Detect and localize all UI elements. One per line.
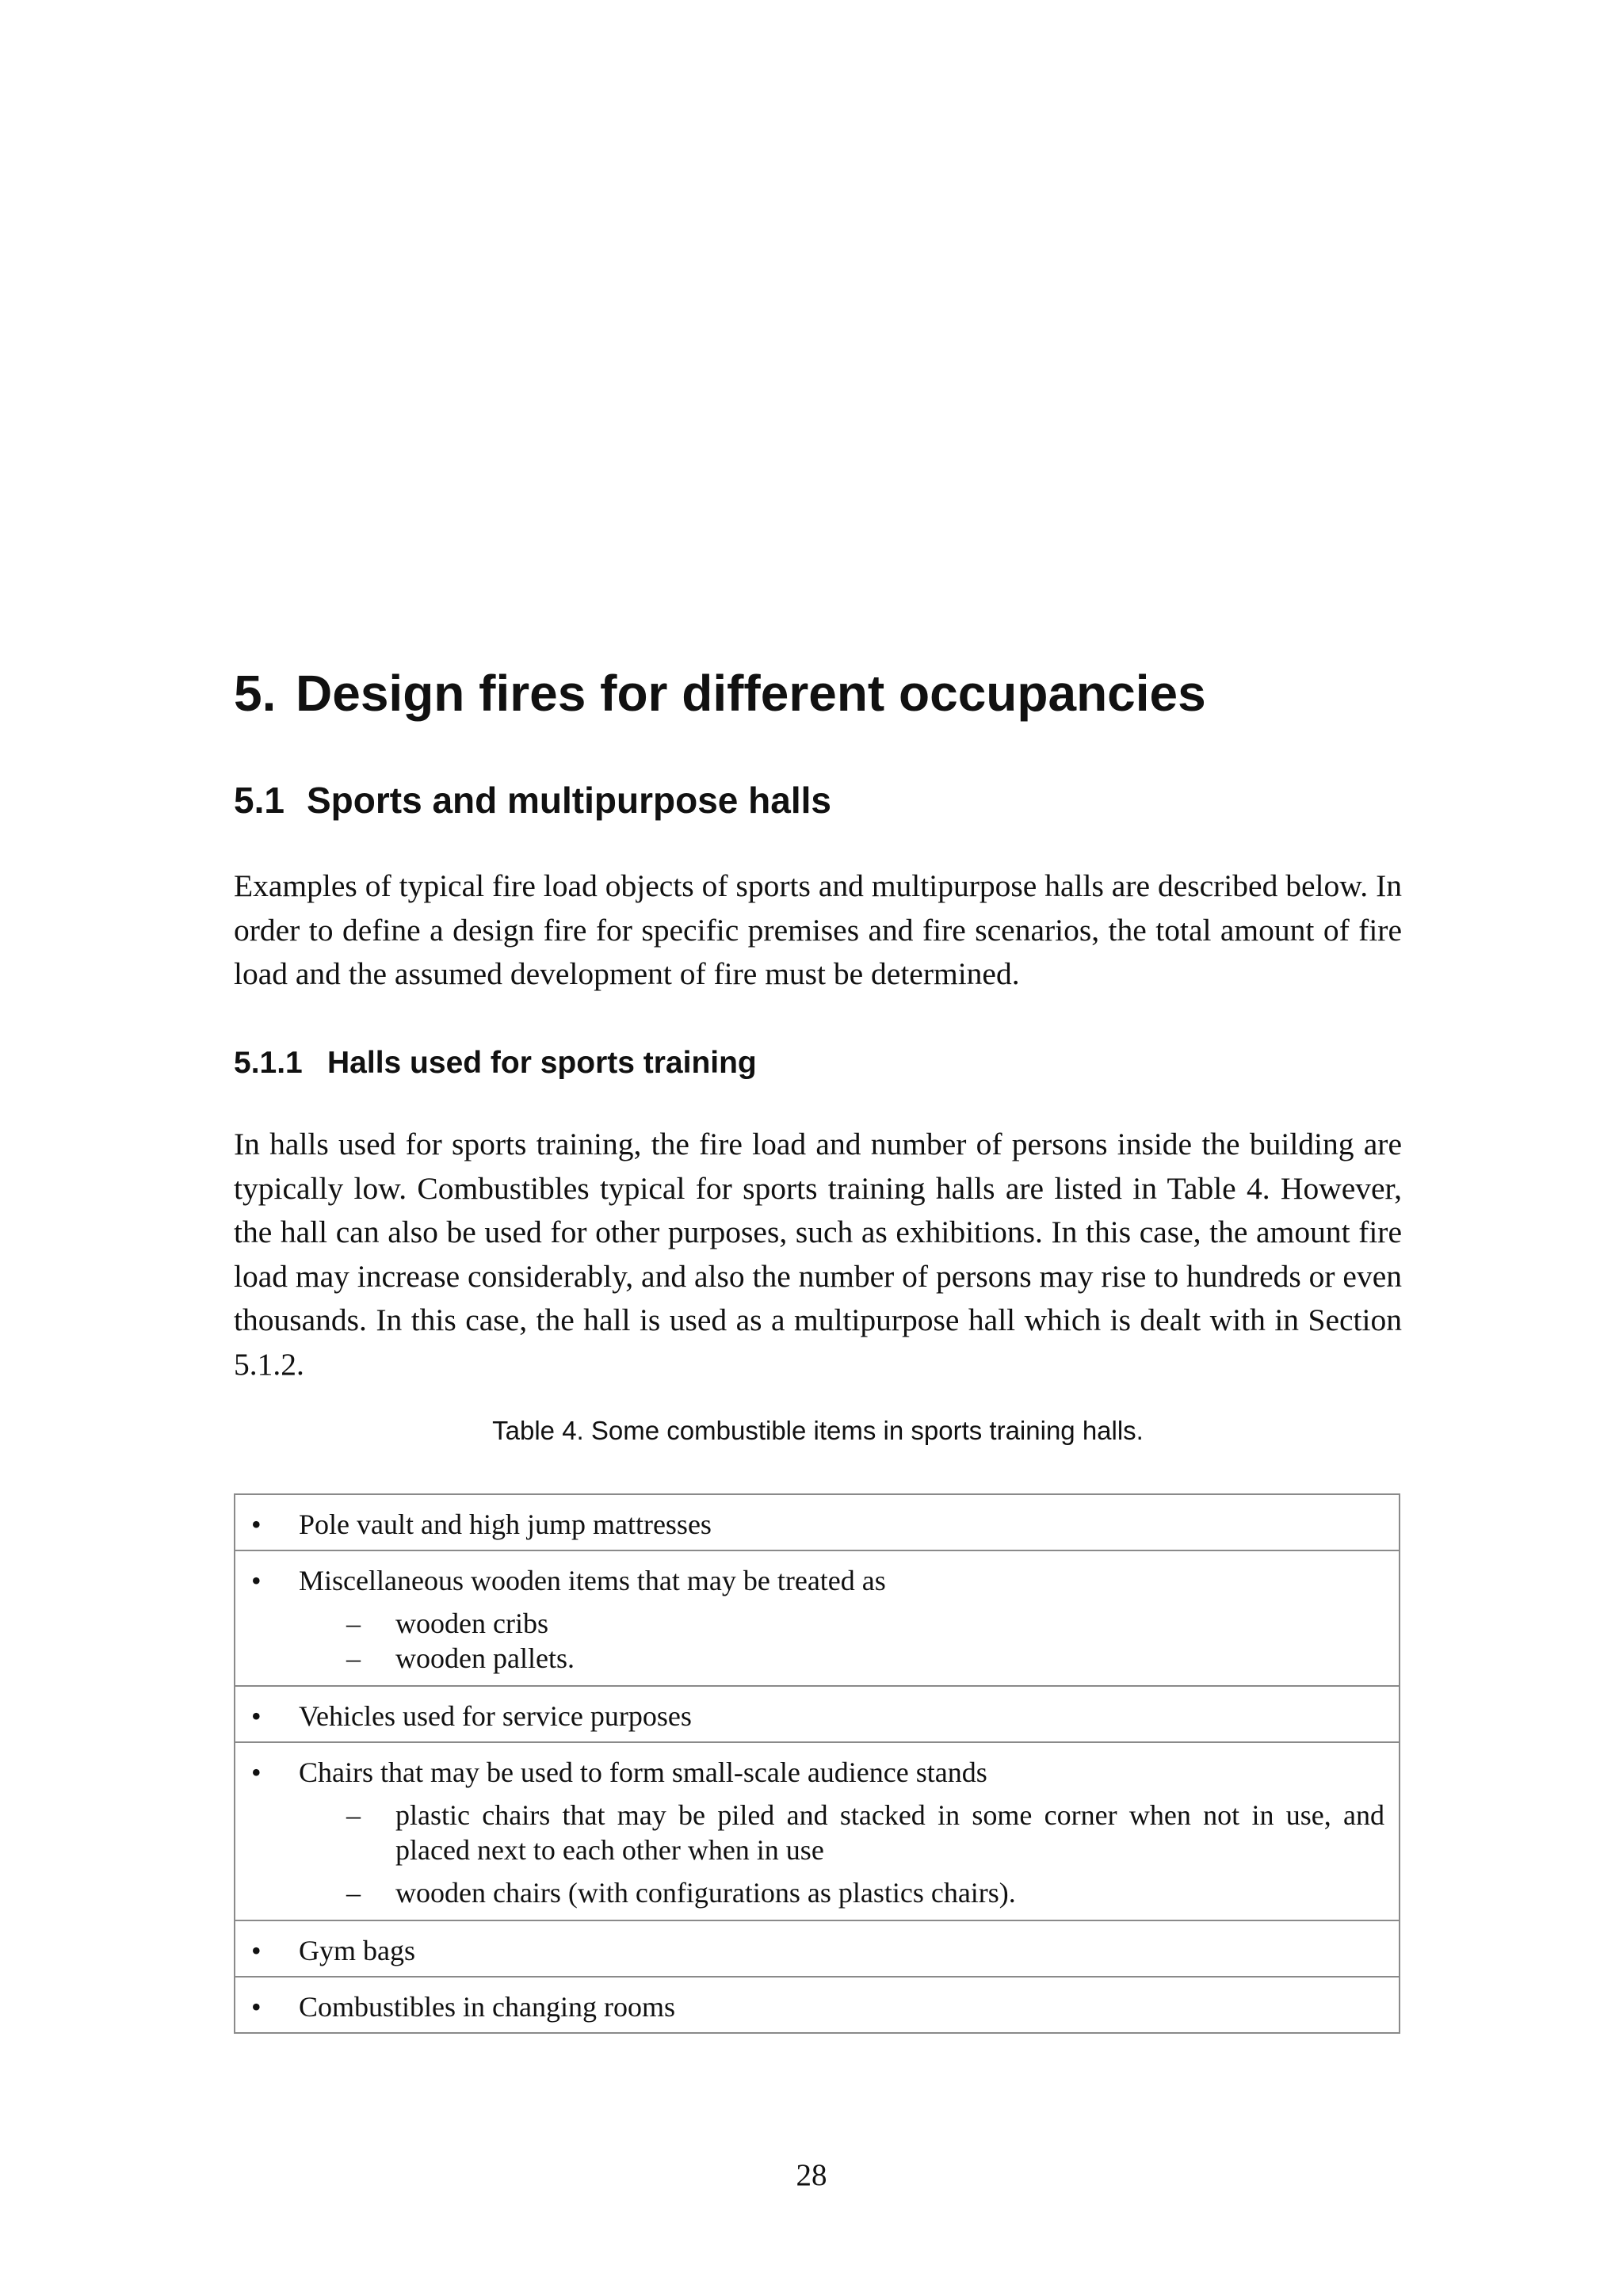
sub-list-item (235, 1641, 1399, 1676)
item-text: Miscellaneous wooden items that may be treated as (299, 1565, 886, 1596)
dash-icon: – (346, 1877, 361, 1909)
item-text: Vehicles used for service purposes (299, 1700, 692, 1732)
sub-list (235, 1798, 1399, 1920)
sub-item-text: plastic chairs that may be piled and stacked in some corner when not in use, and placed next to each other when in use (395, 1799, 1384, 1866)
subsection-title: Halls used for sports training (327, 1046, 757, 1080)
section-heading (234, 776, 831, 824)
table-row (235, 1920, 1400, 1977)
dash-icon: – (346, 1608, 361, 1639)
sub-item-text: wooden pallets. (395, 1642, 575, 1674)
sub-list-item (235, 1606, 1399, 1641)
item-text: Combustibles in changing rooms (299, 1991, 675, 2023)
table-cell (235, 1977, 1400, 2033)
table-row (235, 1742, 1400, 1920)
sub-item-text: wooden chairs (with configurations as plastics chairs). (395, 1877, 1016, 1909)
table-row (235, 1550, 1400, 1686)
item-text: Pole vault and high jump mattresses (299, 1508, 712, 1540)
subsection-heading (234, 1043, 757, 1083)
sub-item-text: wooden cribs (395, 1608, 548, 1639)
table-cell (235, 1920, 1400, 1977)
table-row (235, 1494, 1400, 1550)
table-caption: Table 4. Some combustible items in sports training halls. (492, 1416, 1144, 1445)
subsection-number: 5.1.1 (234, 1046, 303, 1080)
dash-icon: – (346, 1799, 361, 1831)
chapter-heading (234, 662, 1206, 725)
item-text: Gym bags (299, 1935, 415, 1966)
sub-list-item (235, 1798, 1399, 1867)
section-title: Sports and multipurpose halls (307, 780, 831, 821)
table-row (235, 1977, 1400, 2033)
bullet-icon: • (251, 1756, 262, 1788)
intro-paragraph: Examples of typical fire load objects of sports and multipurpose halls are described below. In order to define a design fire for specific premises and fire scenarios, the total amount of fire load and the assumed development of fire must be determined. (234, 868, 1402, 991)
table-cell (235, 1550, 1400, 1686)
combustible-items-table (234, 1493, 1400, 2034)
sub-list-item (235, 1875, 1399, 1910)
item-text: Chairs that may be used to form small-scale audience stands (299, 1756, 987, 1788)
dash-icon: – (346, 1642, 361, 1674)
table-cell (235, 1742, 1400, 1920)
body-paragraph: In halls used for sports training, the fire load and number of persons inside the building are typically low. Combustibles typical for sports training halls are listed in Table 4. However, the hall can also be used for other purposes, such as exhibitions. In this case, the amount fire load may increase considerably, and also the number of persons may rise to hundreds or even thousands. In this case, the hall is used as a multipurpose hall which is dealt with in Section 5.1.2. (234, 1127, 1402, 1382)
bullet-icon: • (251, 1935, 262, 1966)
bullet-icon: • (251, 1991, 262, 2023)
bullet-icon: • (251, 1508, 262, 1540)
bullet-icon: • (251, 1565, 262, 1596)
chapter-title: Design fires for different occupancies (296, 665, 1206, 722)
section-number: 5.1 (234, 780, 285, 821)
bullet-icon: • (251, 1700, 262, 1732)
table-cell (235, 1494, 1400, 1550)
page-number: 28 (796, 2158, 827, 2192)
table-cell (235, 1686, 1400, 1742)
table-row (235, 1686, 1400, 1742)
chapter-number: 5. (234, 665, 277, 722)
sub-list (235, 1606, 1399, 1685)
